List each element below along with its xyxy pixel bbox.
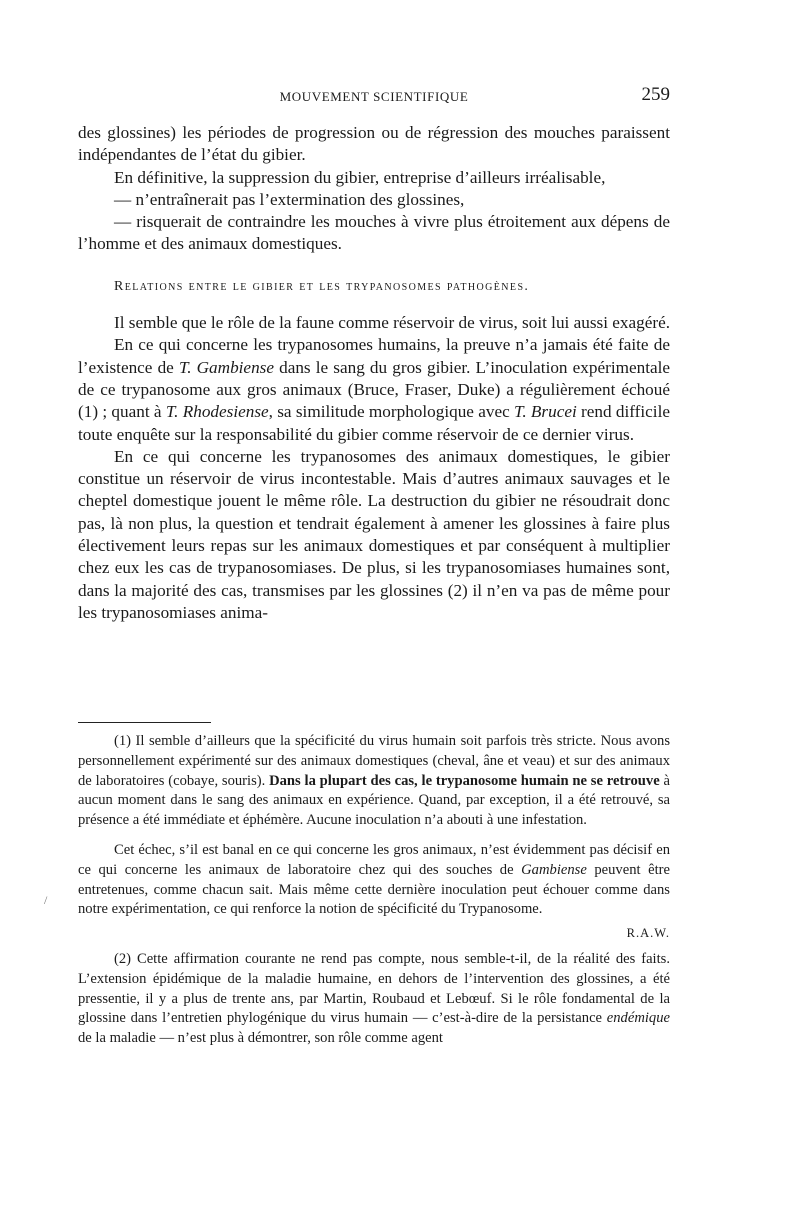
text-run: (1) Il semble d’ailleurs que la spécificité du virus humain soit parfois très stricte. Nous avons personnellement expérimenté sur des animaux domestiques (cheval, âne et veau) et sur des animaux de laboratoires (cobaye, souris). bbox=[78, 733, 670, 789]
page-number: 259 bbox=[641, 84, 670, 105]
text-run: Cet échec, s’il est banal en ce qui concerne les gros animaux, n’est évidemment pas décisif en ce qui concerne les animaux de laboratoire chez qui des souches de bbox=[78, 841, 670, 878]
text-run: (2) Cette affirmation courante ne rend pas compte, nous semble-t-il, de la réalité des faits. L’extension épidémique de la maladie humaine, en dehors de l’intervention des glossines, a été pressentie, il y a plus de trente ans, par Martin, Roubaud et Lebœuf. Si le rôle fondamental de la glossine dans l’entretien phylogénique du virus humain — c’est-à-dire de la persistance bbox=[78, 950, 670, 1027]
text-run: En ce qui concerne les trypanosomes humains, la preuve n’a jamais été faite de l’existence de bbox=[78, 335, 670, 377]
running-head: MOUVEMENT SCIENTIFIQUE bbox=[279, 89, 469, 104]
text-run: à aucun moment dans le sang des animaux en expérience. Quand, par exception, il a été retrouvé, sa présence a été immédiate et éphémère. Aucune inoculation n’a abouti à une infestation. bbox=[78, 772, 670, 829]
text-run: de la maladie — n’est plus à démontrer, son rôle comme agent bbox=[78, 1030, 443, 1047]
text-run: peuvent être entretenues, comme chacun sait. Mais même cette dernière inoculation peut échouer comme dans notre expérimentation, ce qui renforce la notion de spécificité du Trypanosome. bbox=[78, 861, 670, 918]
author-signature: R.A.W. bbox=[626, 926, 670, 941]
footnote-1 bbox=[78, 732, 670, 831]
page-header bbox=[78, 86, 670, 110]
paragraph-conclusion: En définitive, la suppression du gibier, entreprise d’ailleurs irréalisable, bbox=[114, 167, 606, 187]
species-name: Gambiense bbox=[521, 861, 587, 878]
paragraph-fauna-role: Il semble que le rôle de la faune comme réservoir de virus, soit lui aussi exagéré. bbox=[114, 313, 671, 333]
text-run: , sa similitude morphologique avec bbox=[268, 402, 515, 422]
footnote-rule bbox=[78, 722, 211, 723]
species-name: T. Brucei bbox=[514, 402, 577, 422]
paragraph-domestic-trypanosomes: En ce qui concerne les trypanosomes des animaux domestiques, le gibier constitue un réservoir de virus incontestable. Mais d’autres animaux sauvages et le cheptel domestique jouent le même rôle. La destruction du gibier ne résoudrait donc pas, là non plus, la question et tendrait également à amener les glossines à faire plus électivement leurs repas sur les animaux domestiques et par conséquent à multiplier chez eux les cas de trypanosomiases. De plus, si les trypanosomiases humaines sont, dans la majorité des cas, transmises par les glossines (2) il n’en va pas de même pour les trypanosomiases anima- bbox=[78, 446, 670, 622]
paragraph-human-trypanosomes bbox=[78, 334, 670, 445]
species-name: T. Gambiense bbox=[178, 357, 274, 377]
text-run: dans le sang du gros gibier. L’inoculation expérimentale de ce trypanosome aux gros animaux (Bruce, Fraser, Duke) a régulièrement échoué (1) ; quant à bbox=[78, 357, 671, 422]
species-name: T. Rhodesiense bbox=[165, 402, 269, 422]
paragraph-continuation: des glossines) les périodes de progression ou de régression des mouches paraissent indépendantes de l’état du gibier. bbox=[78, 123, 670, 165]
footnotes bbox=[78, 732, 670, 1049]
emphasis-italic: endémique bbox=[606, 1010, 670, 1027]
footnote-1-continued bbox=[78, 841, 670, 920]
section-heading: Relations entre le gibier et les trypanosomes pathogènes. bbox=[114, 278, 530, 294]
margin-mark: / bbox=[44, 893, 48, 907]
text-run: rend difficile toute enquête sur la responsabilité du gibier comme réservoir de ce dernier virus. bbox=[78, 402, 670, 444]
list-item-extermination: — n’entraînerait pas l’extermination des glossines, bbox=[114, 189, 465, 209]
emphasis-text: Dans la plupart des cas, le trypanosome humain ne se retrouve bbox=[269, 772, 660, 789]
list-item-constraint: — risquerait de contraindre les mouches à vivre plus étroitement aux dépens de l’homme et des animaux domestiques. bbox=[78, 212, 670, 254]
footnote-2 bbox=[78, 950, 670, 1049]
main-text bbox=[78, 122, 670, 624]
